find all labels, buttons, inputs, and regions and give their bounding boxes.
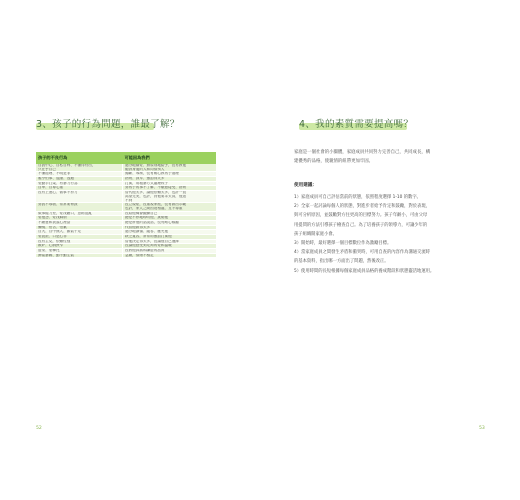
- behavior-text: [38, 207, 120, 211]
- table-header-behavior: 孩子的不良行為: [36, 152, 123, 164]
- usage-item-line: 2）全家一起討論每個人的狀態，對進步者給予肯定和鼓勵，對於表現，: [294, 204, 430, 210]
- reason-text: 打罵，用粗暴方式處理孩子: [125, 181, 169, 185]
- table-header-reason: 可能因為我們: [123, 152, 217, 164]
- reason-text: 沒讓他感受到足夠的愛和溫暖: [125, 244, 172, 248]
- behavior-text: 不願意和我說心裡話: [38, 220, 71, 224]
- reason-text: 沒教他真誠和謙虛的品質: [125, 249, 165, 253]
- right-page: [263, 69, 499, 441]
- behavior-text: 不懂道理、不明是非: [38, 172, 71, 176]
- behavior-text: 愛動手打架、有暴力行為: [38, 181, 78, 185]
- behavior-text: 對我不尊敬、常常要脅我: [38, 203, 78, 207]
- behavior-text: [38, 199, 120, 203]
- reason-text: 過分地讚揚、縱容、應允他: [125, 230, 169, 234]
- behavior-text: 做事能力差，愛找藉口，思路混亂: [38, 211, 92, 215]
- behavior-text: 沒有主見，依賴性強: [38, 239, 71, 243]
- reason-text: 總是不停地嘮叨他、挑剔他: [125, 216, 169, 220]
- reason-cell: [123, 164, 217, 172]
- behavior-text: 愛説謊、口是心非: [38, 235, 67, 238]
- left-page: [24, 69, 263, 441]
- behavior-text: 嫉妒、心胸狹窄: [38, 244, 64, 248]
- reason-text: 急躁，情緒不穩定: [125, 253, 154, 257]
- usage-item: [294, 239, 489, 248]
- intro-paragraph: [294, 148, 487, 166]
- behavior-text: 懶惰、怕苦、怕累: [38, 225, 67, 229]
- reason-text: 替代他太多，讓他依賴太多，也許一直: [125, 191, 187, 195]
- reason-text: 代替他做得太多: [125, 225, 151, 229]
- usage-item: [294, 267, 489, 276]
- reason-text: 對孩子的事不了解、不願意接受、指責: [125, 186, 187, 190]
- usage-item-line: 4）當家庭成員之間發生矛盾和衝突時，可用自查的內容作為溝通交流時: [294, 250, 430, 256]
- behavior-cell: [36, 253, 123, 258]
- behavior-cell: [36, 191, 123, 203]
- reason-cell: [123, 253, 217, 258]
- reason-text: 獨斷、專制，沒有耐心教孩子道理: [125, 172, 179, 176]
- reason-text: 替他決定得太多，沒讓他自己選擇: [125, 239, 179, 243]
- reason-text: 不到: [125, 198, 133, 202]
- reason-text: 沒立規矩，沒重視家庭，沒有做出示範: [125, 203, 187, 207]
- reason-text: 也許，家人之間因這相處，互不尊重: [125, 206, 183, 210]
- behavior-text: 自我中心、自私自利、不懂得付出，: [38, 164, 96, 167]
- behavior-text: 沒有上進心、做事不努力: [38, 191, 78, 195]
- table-row: [36, 253, 216, 258]
- behavior-text: 愛抱怨、愛找麻煩: [38, 216, 67, 220]
- usage-item-line: 用提問的方法引導孩子檢查自己。為了培養孩子的領導力，可讓少年的: [294, 222, 428, 228]
- reason-text: 指責、訓斥、懲罰得太多: [125, 177, 165, 181]
- usage-item-line: 5）使用時間的長短根據每個家庭成員品格的養成階段和狀態靈活地運用。: [294, 268, 435, 274]
- chapter-title: 3、孩子的行為問題，誰最了解？: [36, 119, 180, 130]
- behavior-cell: [36, 164, 123, 172]
- table-row: [36, 203, 216, 211]
- usage-item: [294, 193, 489, 202]
- reason-text: 總是將他的話說話，沒有耐心傾聽: [125, 220, 179, 224]
- reason-text: 過分地溺愛、無原則地給予，沒有教他: [125, 164, 187, 167]
- usage-item: [294, 202, 489, 239]
- behavior-text: 自卑、自尊心重: [38, 186, 64, 190]
- table-header-row: [36, 152, 216, 164]
- behavior-text: 只在乎自己: [38, 167, 56, 171]
- usage-item: [294, 248, 489, 266]
- behavior-text: 虛榮、愛攀比: [38, 249, 60, 253]
- behavior-text: 脾氣暴躁、動不動生氣: [38, 253, 74, 257]
- reason-text: 沒給他機會鍛鍊自己: [125, 211, 158, 215]
- usage-item-line: 與可分析原因，並鼓勵對方往更高的目標努力。孩子年齡小，可由父母: [294, 213, 428, 219]
- table-row: [36, 191, 216, 203]
- behavior-table: [36, 152, 216, 258]
- reason-cell: [123, 191, 217, 203]
- behavior-cell: [36, 203, 123, 211]
- reason-cell: [123, 203, 217, 211]
- intro-line: 建優秀的品格，使親情的紐帶更加牢固。: [294, 159, 374, 165]
- table-row: [36, 164, 216, 172]
- reason-text: 缺乏寬容，常常用懲罰打罵他: [125, 235, 172, 238]
- usage-heading: 使用建議：: [294, 183, 317, 188]
- usage-item-line: 孩子組織開家庭小會。: [294, 231, 337, 237]
- behavior-text: 膽小怕事、退縮、逃避: [38, 177, 74, 181]
- usage-item-line: 1）家庭成員可自己評估當前的狀態，依照程度選擇 1-10 的數字。: [294, 195, 421, 200]
- reason-text: 體諒身邊的人和同情別人: [125, 167, 165, 171]
- usage-item-line: 3）開始時，最好選擇一個目標數位作為激勵目標。: [294, 240, 392, 246]
- page-number-left: 52: [36, 426, 42, 431]
- page-number-right: 53: [479, 426, 485, 431]
- intro-line: 家庭是一個社會的小團體，家庭成員共同努力完善自己，共同成長，構: [294, 150, 431, 155]
- chapter-title: 4、我的素質需要提高嗎？: [299, 119, 414, 130]
- reason-text: 渴望完美，也許，對他要求太高，他追: [125, 194, 187, 198]
- usage-item-line: 的基本資料，指出哪一方面出了問題，然後改正。: [294, 259, 389, 265]
- usage-list: [294, 193, 489, 276]
- table-body: [36, 164, 216, 258]
- behavior-text: 自大、目中無人、霸氣十足: [38, 230, 82, 234]
